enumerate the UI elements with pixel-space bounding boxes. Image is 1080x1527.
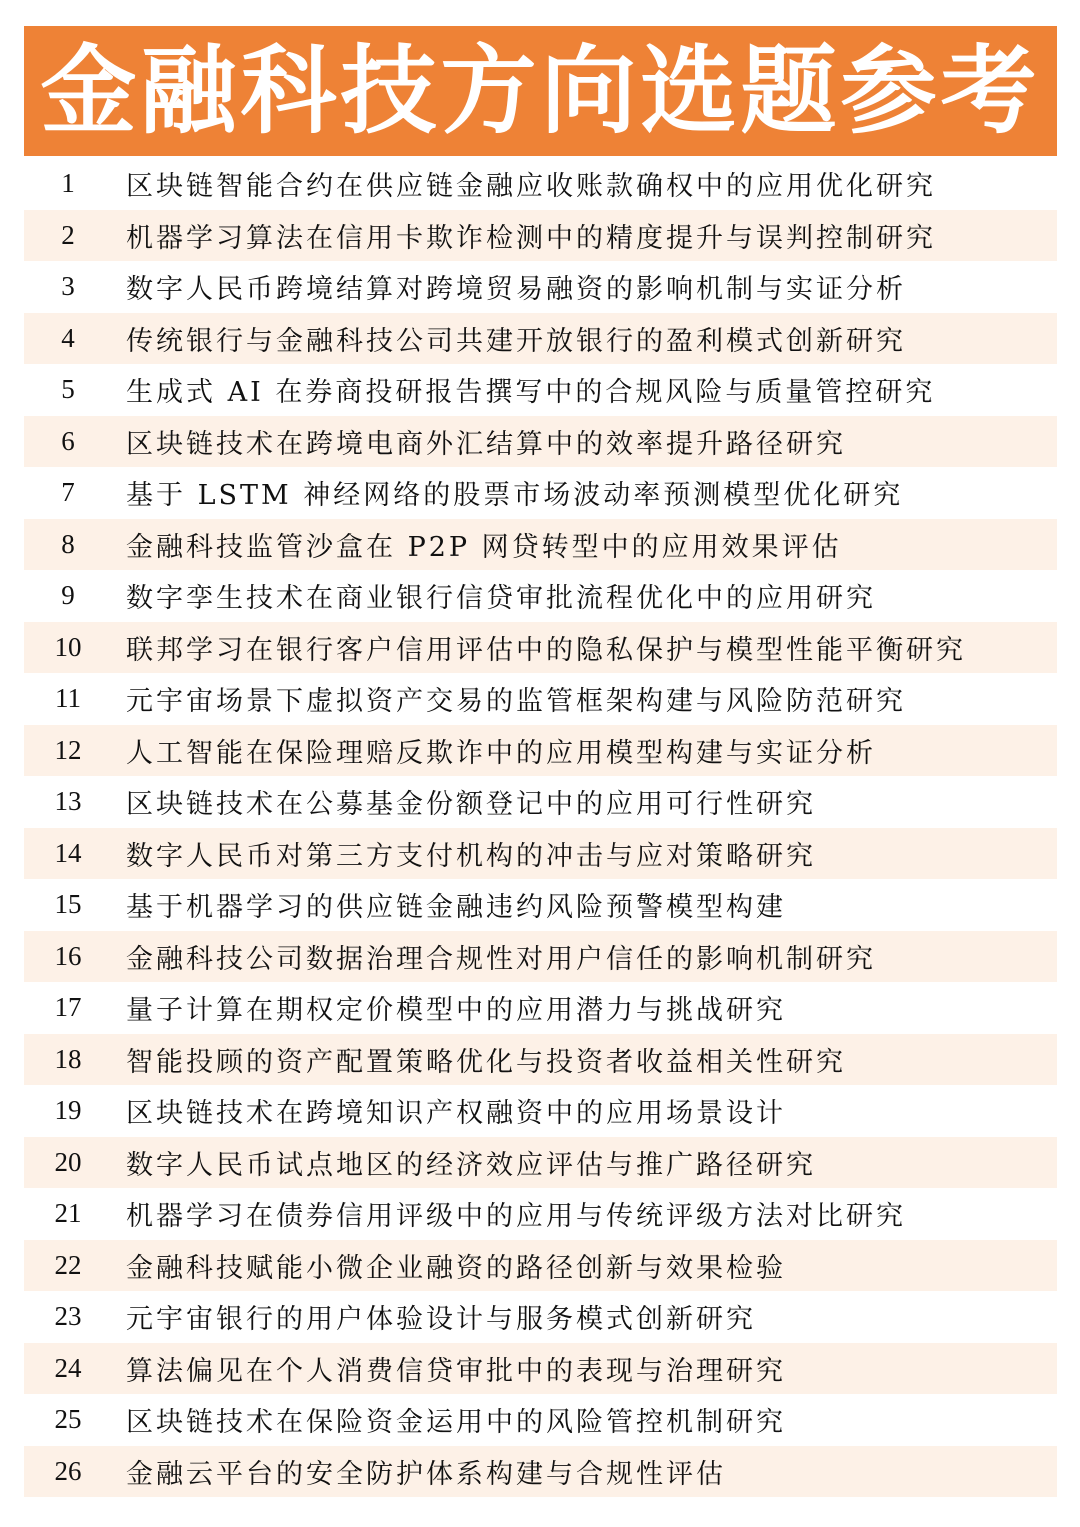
topic-number: 12: [54, 734, 82, 765]
title-banner: [24, 26, 1057, 156]
topic-title: 机器学习算法在信用卡欺诈检测中的精度提升与误判控制研究: [126, 222, 936, 254]
topic-number: 17: [54, 992, 82, 1023]
topic-title: 金融科技公司数据治理合规性对用户信任的影响机制研究: [126, 943, 876, 975]
topic-title: 金融科技赋能小微企业融资的路径创新与效果检验: [126, 1252, 786, 1284]
topic-title: 数字人民币跨境结算对跨境贸易融资的影响机制与实证分析: [126, 274, 906, 306]
topic-number: 7: [61, 477, 75, 508]
topic-row: [24, 1085, 1057, 1137]
topic-row: [24, 261, 1057, 313]
topic-row: [24, 828, 1057, 880]
topic-row: [24, 1137, 1057, 1189]
topic-number: 14: [54, 837, 82, 868]
topic-row: [24, 982, 1057, 1034]
topic-title: 量子计算在期权定价模型中的应用潜力与挑战研究: [126, 995, 786, 1027]
topic-title: 传统银行与金融科技公司共建开放银行的盈利模式创新研究: [126, 325, 906, 357]
topic-title: 金融科技监管沙盒在 P2P 网贷转型中的应用效果评估: [126, 531, 842, 563]
topic-number: 21: [54, 1198, 82, 1229]
topic-title: 区块链智能合约在供应链金融应收账款确权中的应用优化研究: [126, 171, 936, 203]
topic-number: 15: [54, 889, 82, 920]
topic-title: 数字人民币对第三方支付机构的冲击与应对策略研究: [126, 840, 816, 872]
topic-title: 生成式 AI 在券商投研报告撰写中的合规风险与质量管控研究: [126, 377, 936, 409]
topic-row: [24, 1291, 1057, 1343]
topic-list: [24, 158, 1057, 1497]
topic-title: 人工智能在保险理赔反欺诈中的应用模型构建与实证分析: [126, 737, 876, 769]
topic-row: [24, 1188, 1057, 1240]
topic-number: 5: [61, 374, 75, 405]
topic-number: 6: [61, 425, 75, 456]
topic-title: 数字人民币试点地区的经济效应评估与推广路径研究: [126, 1149, 816, 1181]
topic-title: 基于机器学习的供应链金融违约风险预警模型构建: [126, 892, 786, 924]
topic-title: 机器学习在债券信用评级中的应用与传统评级方法对比研究: [126, 1201, 906, 1233]
topic-title: 算法偏见在个人消费信贷审批中的表现与治理研究: [126, 1355, 786, 1387]
topic-number: 18: [54, 1043, 82, 1074]
topic-title: 区块链技术在公募基金份额登记中的应用可行性研究: [126, 789, 816, 821]
topic-title: 区块链技术在跨境知识产权融资中的应用场景设计: [126, 1098, 786, 1130]
topic-row: [24, 1343, 1057, 1395]
topic-title: 基于 LSTM 神经网络的股票市场波动率预测模型优化研究: [126, 480, 904, 512]
topic-row: [24, 1394, 1057, 1446]
topic-number: 22: [54, 1249, 82, 1280]
topic-title: 元宇宙银行的用户体验设计与服务模式创新研究: [126, 1304, 756, 1336]
topic-number: 13: [54, 786, 82, 817]
topic-row: [24, 210, 1057, 262]
topic-row: [24, 673, 1057, 725]
topic-number: 25: [54, 1404, 82, 1435]
topic-row: [24, 158, 1057, 210]
topic-row: [24, 879, 1057, 931]
topic-number: 8: [61, 528, 75, 559]
topic-number: 4: [61, 322, 75, 353]
topic-title: 金融云平台的安全防护体系构建与合规性评估: [126, 1458, 726, 1490]
topic-row: [24, 1240, 1057, 1292]
topic-number: 11: [55, 683, 81, 714]
topic-title: 数字孪生技术在商业银行信贷审批流程优化中的应用研究: [126, 583, 876, 615]
topic-title: 元宇宙场景下虚拟资产交易的监管框架构建与风险防范研究: [126, 686, 906, 718]
topic-number: 16: [54, 940, 82, 971]
topic-row: [24, 467, 1057, 519]
topic-number: 9: [61, 580, 75, 611]
topic-row: [24, 1446, 1057, 1498]
topic-title: 联邦学习在银行客户信用评估中的隐私保护与模型性能平衡研究: [126, 634, 966, 666]
topic-number: 10: [54, 631, 82, 662]
topic-number: 19: [54, 1095, 82, 1126]
topic-row: [24, 931, 1057, 983]
topic-number: 26: [54, 1455, 82, 1486]
topic-row: [24, 725, 1057, 777]
topic-title: 区块链技术在跨境电商外汇结算中的效率提升路径研究: [126, 428, 846, 460]
topic-row: [24, 622, 1057, 674]
topic-title: 区块链技术在保险资金运用中的风险管控机制研究: [126, 1407, 786, 1439]
topic-row: [24, 776, 1057, 828]
topic-number: 20: [54, 1146, 82, 1177]
topic-row: [24, 313, 1057, 365]
topic-number: 24: [54, 1352, 82, 1383]
topic-row: [24, 519, 1057, 571]
topic-row: [24, 1034, 1057, 1086]
topic-row: [24, 364, 1057, 416]
topic-number: 23: [54, 1301, 82, 1332]
topic-number: 1: [61, 168, 75, 199]
topic-number: 2: [61, 219, 75, 250]
topic-row: [24, 416, 1057, 468]
topic-title: 智能投顾的资产配置策略优化与投资者收益相关性研究: [126, 1046, 846, 1078]
topic-number: 3: [61, 271, 75, 302]
topic-row: [24, 570, 1057, 622]
page-title: 金融科技方向选题参考: [40, 34, 1041, 147]
